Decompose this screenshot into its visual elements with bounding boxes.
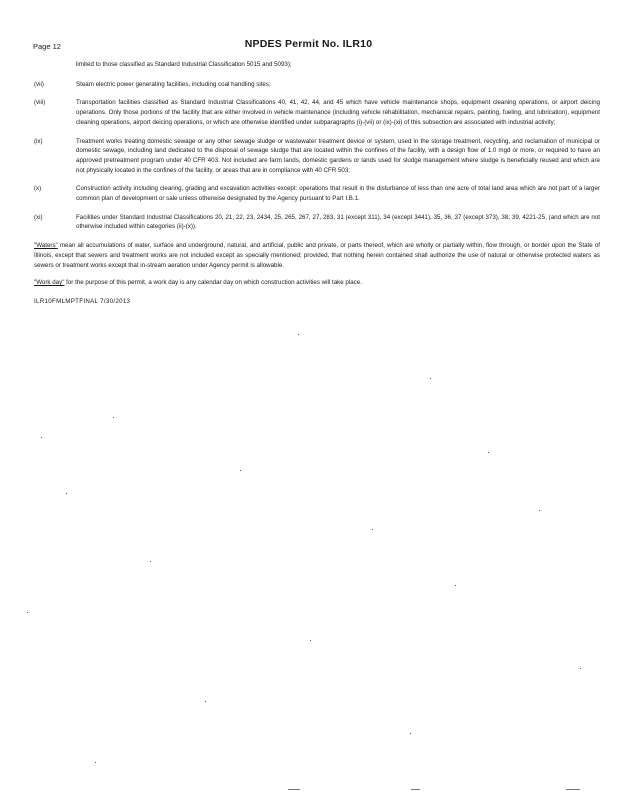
list-item-x — [34, 184, 600, 203]
definition-text: mean all accumulations of water, surface and underground, natural, and artificial, public and private, or parts thereof, which are wholly or partially within, flow through, or border upon the State of Illinois, except that sewers and treatment works are not included except as specially mentioned; provided, that nothing herein contained shall authorize the use of natural or otherwise protected waters as sewers or treatment works except that in-stream aeration under Agency permit is allowable. — [34, 242, 600, 269]
list-item-vii — [34, 80, 600, 90]
permit-title: NPDES Permit No. ILR10 — [244, 38, 373, 50]
item-text: Steam electric power generating facilities, including coal handling sites; — [76, 80, 271, 88]
item-number: (xi) — [34, 213, 43, 221]
list-item-xi — [34, 213, 600, 232]
document-body — [34, 58, 600, 307]
document-id: ILR10FMLMPTFINAL 7/30/2013 — [34, 297, 131, 305]
item-text: Transportation facilities classified as Standard Industrial Classifications 40, 41, 42, 44, and 45 which have vehicle maintenance shops, equipment cleaning operations, or airport deicing operations. Only those portions of the facility that are either involved in vehicle maintenance (including vehicle rehabilitation, mechanical repairs, painting, fueling, and lubrication), equipment cleaning operations, airport deicing operations, or which are otherwise identified under subparagraphs (i)-(vii) or (ix)-(xi) of this subsection are associated with industrial activity; — [76, 99, 600, 126]
definition-term: "Work day" — [34, 279, 65, 287]
definition-term: "Waters" — [34, 242, 58, 250]
item-text: Construction activity including clearing, grading and excavation activities except: operations that result in the disturbance of less than one acre of total land area which are not part of a larger common plan of development or sale unless otherwise designated by the Agency pursuant to Part I.B.1. — [76, 185, 600, 203]
item-number: (viii) — [34, 99, 46, 107]
item-number: (ix) — [34, 137, 43, 145]
definition-waters — [34, 241, 600, 270]
item-text: Treatment works treating domestic sewage or any other sewage sludge or wastewater treatment device or system, used in the storage treatment, recycling, and reclamation of municipal or domestic sewage, including land dedicated to the disposal of sewage sludge that are located within the confines of the facility, with a design flow of 1.0 mgd or more, or required to have an approved pretreatment program under 40 CFR 403. Not included are farm lands, domestic gardens or lands used for sludge management where sludge is beneficially reused and which are not physically located in the confines of the facility, or areas that are in compliance with 40 CFR 503; — [76, 137, 600, 174]
definition-text: for the purpose of this permit, a work day is any calendar day on which construction activities will take place. — [64, 279, 362, 287]
item-number: (x) — [34, 185, 42, 193]
item-number: (vii) — [34, 80, 44, 88]
item-text: Facilities under Standard Industrial Classifications 20, 21, 22, 23, 2434, 25, 265, 267, 27, 283, 31 (except 311), 34 (except 3441), 35, 36, 37 (except 373), 38, 39, 4221-25, (and which are not otherwise included within categories (ii)-(x)). — [76, 213, 600, 231]
page-number: Page 12 — [33, 42, 61, 51]
continuation-text: limited to those classified as Standard Industrial Classification 5015 and 5093); — [76, 61, 292, 68]
list-item-ix — [34, 137, 600, 176]
list-item-viii — [34, 98, 600, 127]
definition-work-day — [34, 278, 600, 288]
